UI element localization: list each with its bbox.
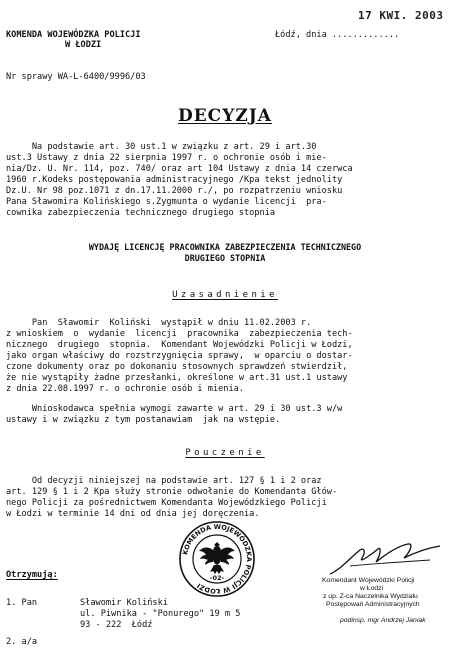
text-line: ustawy i w związku z tym postanawiam jak na wstępie. <box>6 415 281 425</box>
instruction-heading: Pouczenie <box>185 448 265 458</box>
text-line: Dz.U. Nr 98 poz.1071 z dn.17.11.2000 r./, po rozpatrzeniu wniosku <box>6 186 343 196</box>
recipient-number: 1. Pan <box>6 598 38 608</box>
text-line: nego Policji za pośrednictwem Komendanta Wojewódzkiego Policji <box>6 498 327 508</box>
text-line: cownika zabezpieczenia technicznego drugiego stopnia <box>6 208 276 218</box>
document-title: DECYZJA <box>177 106 272 126</box>
text-line: Pana Sławomira Kolińskiego s.Zygmunta o wydanie licencji pra- <box>6 197 327 207</box>
signature-line-1: Komendant Wojewódzki Policji <box>322 577 415 584</box>
signature-line-5: podinsp. mgr Andrzej Janiak <box>340 617 426 624</box>
signature-line-4: Postępowań Administracyjnych <box>326 601 420 608</box>
decision-line-1: WYDAJĘ LICENCJĘ PRACOWNIKA ZABEZPIECZENIA TECHNICZNEGO <box>88 242 362 252</box>
text-line: Od decyzji niniejszej na podstawie art. 127 § 1 i 2 oraz <box>6 476 322 486</box>
text-line: nia/Dz. U. Nr. 114, poz. 740/ oraz art 104 Ustawy z dnia 14 czerwca <box>6 164 353 174</box>
signature-line-2: w Łodzi <box>360 585 384 592</box>
text-line: art. 129 § 1 i 2 Kpa służy stronie odwołanie do Komendanta Głów- <box>6 487 338 497</box>
recipient-2: 2. a/a <box>6 637 38 647</box>
received-date-stamp: 17 KWI. 2003 <box>358 9 444 22</box>
recipient-city: 93 - 222 Łódź <box>80 620 153 630</box>
recipients-heading: Otrzymują: <box>6 570 58 580</box>
seal-ring-text: KOMENDA WOJEWÓDZKA POLICJI W ŁODZI <box>181 522 254 596</box>
text-line: że nie wystąpiły żadne przesłanki, określone w art.31 ust.1 ustawy <box>6 373 348 383</box>
justification-heading: Uzasadnienie <box>172 290 278 300</box>
text-line: Na podstawie art. 30 ust.1 w związku z art. 29 i art.30 <box>6 142 317 152</box>
text-line: z dnia 22.08.1997 r. o ochronie osób i mienia. <box>6 384 244 394</box>
eagle-emblem-icon <box>199 542 235 574</box>
text-line: czone dokumenty oraz po dokonaniu stosownych sprawdzeń stwierdził, <box>6 362 348 372</box>
text-line: 1960 r.Kodeks postępowania administracyjnego /Kpa tekst jednolity <box>6 175 343 185</box>
signature-line-3: z up. Z-ca Naczelnika Wydziału <box>323 593 418 600</box>
official-seal <box>178 520 256 598</box>
text-line: Wnioskodawca spełnia wymogi zawarte w art. 29 i 30 ust.3 w/w <box>6 404 343 414</box>
place-and-date: Łódź, dnia ............. <box>275 30 400 40</box>
organization-city: W ŁODZI <box>65 40 102 50</box>
text-line: z wnioskiem o wydanie licencji pracownika zabezpieczenia tech- <box>6 329 353 339</box>
handwritten-signature-icon <box>320 540 450 580</box>
text-line: jako organ właściwy do rozstrzygnięcia sprawy, w oparciu o dostar- <box>6 351 353 361</box>
decision-line-2: DRUGIEGO STOPNIA <box>184 253 266 263</box>
text-line: nicznego drugiego stopnia. Komendant Wojewódzki Policji w Łodzi, <box>6 340 353 350</box>
case-number: Nr sprawy WA-L-6400/9996/03 <box>6 72 146 82</box>
text-line: w Łodzi w terminie 14 dni od dnia jej doręczenia. <box>6 509 260 519</box>
text-line: ust.3 Ustawy z dnia 22 sierpnia 1997 r. o ochronie osób i mie- <box>6 153 327 163</box>
recipient-street: ul. Piwnika - "Ponurego" 19 m 5 <box>80 609 241 619</box>
organization-name: KOMENDA WOJEWÓDZKA POLICJI <box>6 30 141 40</box>
seal-center-text: -02- <box>209 574 225 582</box>
recipient-name: Sławomir Koliński <box>80 598 168 608</box>
text-line: Pan Sławomir Koliński wystąpił w dniu 11.02.2003 r. <box>6 318 312 328</box>
